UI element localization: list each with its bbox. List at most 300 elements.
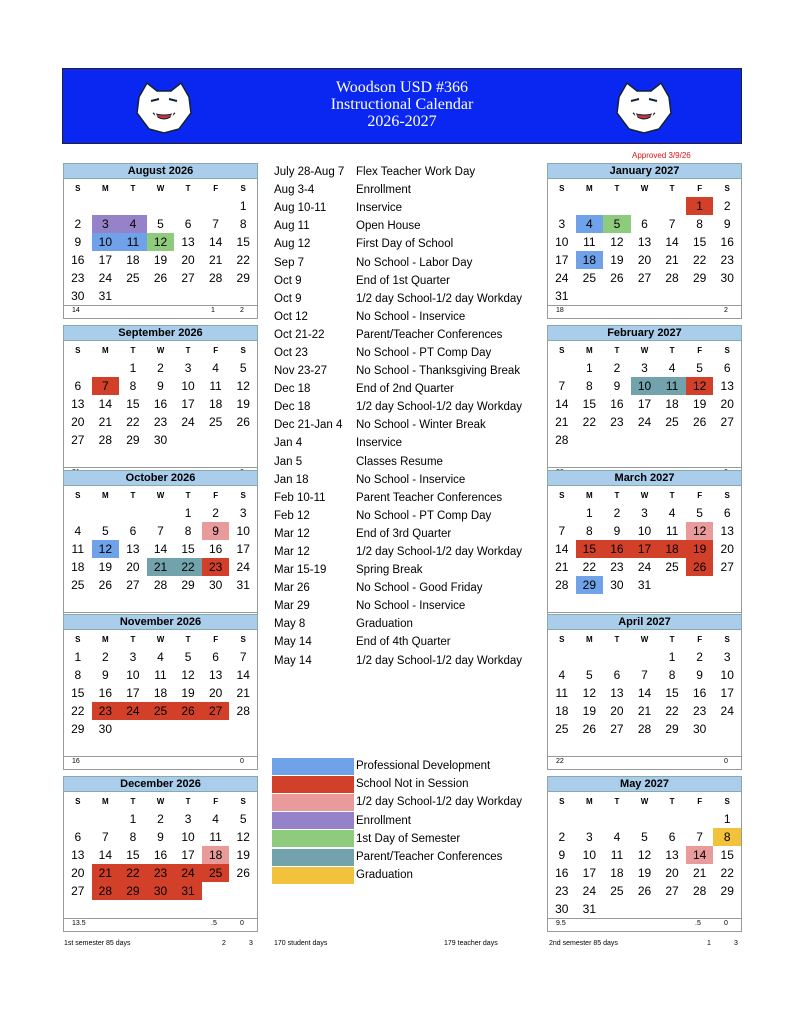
day-cell: 12: [610, 235, 624, 249]
day-cell: 12: [92, 540, 120, 558]
semester1-count-a: 2: [222, 940, 226, 947]
day-cell: 13: [610, 686, 624, 700]
day-cell: 18: [665, 397, 679, 411]
day-cell: 26: [236, 415, 250, 429]
day-cell: 30: [692, 722, 707, 736]
event-description: No School - PT Comp Day: [356, 346, 492, 359]
weekday-label: W: [156, 183, 165, 193]
weekday-label: M: [102, 634, 109, 644]
day-cell: 28: [208, 271, 223, 285]
month-total: 22: [556, 758, 564, 765]
day-cell: 16: [555, 866, 569, 880]
day-cell: [686, 576, 714, 594]
day-cell: 27: [126, 578, 140, 592]
event-description: No School - Inservice: [356, 310, 466, 323]
day-cell: 15: [126, 397, 140, 411]
day-cell: [713, 287, 741, 305]
day-cell: 12: [236, 830, 250, 844]
day-cell: [202, 287, 230, 305]
day-cell: 27: [71, 884, 85, 898]
day-cell: 19: [582, 704, 597, 718]
day-cell: 12: [582, 686, 597, 700]
day-cell: 27: [720, 415, 734, 429]
event-description: Enrollment: [356, 184, 411, 197]
day-cell: 13: [665, 848, 679, 862]
day-cell: 7: [92, 377, 120, 395]
event-date: Oct 9: [274, 292, 302, 305]
day-cell: 5: [696, 361, 703, 375]
day-cell: 20: [181, 253, 195, 267]
day-cell: 7: [239, 650, 247, 664]
weekday-header: [64, 179, 257, 197]
day-cell: [119, 287, 147, 305]
day-cell: 23: [610, 560, 624, 574]
day-cell: 21: [92, 864, 120, 882]
weekday-label: T: [130, 345, 136, 355]
day-cell: 4: [576, 215, 604, 233]
day-cell: 23: [610, 415, 624, 429]
day-cell: 22: [582, 415, 597, 429]
weekday-label: W: [640, 796, 649, 806]
day-grid: [64, 197, 257, 305]
day-cell: 28: [555, 433, 569, 447]
event-row: [274, 344, 544, 362]
day-cell: 13: [637, 235, 652, 249]
calendar-header: [62, 68, 742, 144]
teacher-days-total: 179 teacher days: [444, 940, 498, 947]
day-cell: 21: [98, 415, 113, 429]
event-date: Aug 10-11: [274, 202, 327, 215]
day-cell: [631, 287, 659, 305]
day-cell: [576, 431, 604, 449]
day-cell: 7: [668, 217, 676, 231]
day-cell: 3: [641, 506, 648, 520]
day-cell: 17: [98, 253, 113, 267]
day-cell: 22: [174, 558, 202, 576]
day-cell: 25: [610, 884, 624, 898]
month-total: 1: [211, 307, 215, 314]
day-cell: 17: [126, 686, 140, 700]
event-date: May 8: [274, 618, 306, 631]
month-title: January 2027: [547, 163, 742, 179]
day-cell: 11: [610, 848, 624, 862]
month-day-totals: [64, 918, 257, 931]
day-cell: [202, 197, 230, 215]
day-cell: 11: [583, 235, 596, 249]
month-day-totals: [548, 918, 741, 931]
day-cell: [631, 810, 659, 828]
wildcat-logo-icon: [613, 77, 675, 135]
day-cell: 16: [153, 848, 168, 862]
day-cell: 3: [184, 361, 192, 375]
event-description: No School - Thanksgiving Break: [356, 365, 521, 378]
event-row: [274, 290, 544, 308]
day-cell: 24: [637, 415, 652, 429]
month-calendar-november: [63, 614, 258, 770]
weekday-label: T: [614, 634, 620, 644]
day-cell: 7: [212, 217, 219, 231]
day-cell: 14: [665, 235, 679, 249]
day-cell: 13: [720, 379, 734, 393]
day-cell: 26: [174, 702, 202, 720]
day-cell: 30: [720, 271, 734, 285]
day-cell: 7: [558, 379, 566, 393]
day-cell: [174, 431, 202, 449]
weekday-header: [548, 341, 741, 359]
month-body: [547, 179, 742, 319]
day-cell: 17: [720, 686, 734, 700]
day-cell: 20: [71, 866, 85, 880]
day-cell: 24: [174, 864, 202, 882]
event-description: No School - PT Comp Day: [356, 509, 492, 522]
day-cell: 19: [637, 866, 652, 880]
event-row: [274, 217, 544, 235]
day-cell: 10: [637, 524, 652, 538]
weekday-label: S: [240, 183, 246, 193]
legend-swatch: [272, 849, 354, 866]
day-cell: 12: [236, 379, 250, 393]
month-total: 2: [240, 307, 244, 314]
month-calendar-march: [547, 470, 742, 626]
day-cell: 31: [236, 578, 250, 592]
day-cell: [658, 810, 686, 828]
month-total: .5: [695, 920, 701, 927]
weekday-label: F: [213, 183, 219, 193]
day-cell: 31: [174, 882, 202, 900]
weekday-label: W: [156, 345, 165, 355]
event-description: Flex Teacher Work Day: [356, 166, 476, 179]
day-cell: 14: [686, 846, 714, 864]
weekday-label: M: [586, 796, 593, 806]
event-row: [274, 434, 544, 452]
weekday-label: W: [156, 634, 165, 644]
event-description: End of 1st Quarter: [356, 274, 450, 287]
day-cell: 11: [665, 524, 679, 538]
day-cell: 20: [637, 253, 652, 267]
weekday-header: [64, 630, 257, 648]
day-cell: 29: [576, 576, 604, 594]
weekday-label: S: [75, 183, 81, 193]
day-cell: 27: [181, 271, 195, 285]
day-cell: 10: [126, 668, 140, 682]
day-cell: 3: [129, 650, 137, 664]
weekday-header: [64, 792, 257, 810]
event-date: Jan 5: [274, 455, 303, 468]
day-cell: [548, 197, 576, 215]
day-cell: 30: [208, 578, 223, 592]
day-cell: 3: [92, 215, 120, 233]
event-description: End of 4th Quarter: [356, 636, 451, 649]
day-cell: 26: [692, 415, 707, 429]
day-cell: 29: [119, 882, 147, 900]
weekday-header: [64, 341, 257, 359]
event-date: Mar 12: [274, 527, 310, 540]
legend-swatch: [272, 867, 354, 884]
day-cell: 29: [236, 271, 250, 285]
day-cell: 26: [610, 271, 624, 285]
month-total: 14: [72, 307, 80, 314]
day-cell: 21: [555, 415, 569, 429]
weekday-label: S: [559, 183, 565, 193]
day-cell: 10: [631, 377, 659, 395]
day-cell: 7: [102, 830, 109, 844]
event-row: [274, 308, 544, 326]
day-cell: 6: [129, 524, 137, 538]
semester1-count-b: 3: [249, 940, 253, 947]
day-cell: [174, 197, 202, 215]
day-cell: 8: [586, 379, 593, 393]
day-cell: 11: [209, 379, 222, 393]
month-total: 16: [72, 758, 80, 765]
legend-item: [272, 848, 522, 866]
day-cell: 4: [212, 812, 219, 826]
day-cell: [603, 648, 631, 666]
day-cell: 22: [692, 253, 707, 267]
event-row: [274, 453, 544, 471]
month-day-totals: [548, 756, 741, 769]
day-cell: 6: [74, 830, 82, 844]
event-row: [274, 181, 544, 199]
day-cell: 9: [102, 668, 109, 682]
event-description: 1/2 day School-1/2 day Workday: [356, 546, 522, 559]
day-cell: [229, 431, 257, 449]
event-date: Dec 21-Jan 4: [274, 419, 343, 432]
weekday-label: S: [724, 634, 730, 644]
event-description: Inservice: [356, 437, 403, 450]
day-cell: 6: [74, 379, 82, 393]
weekday-label: S: [559, 345, 565, 355]
day-cell: 5: [603, 215, 631, 233]
day-cell: [64, 197, 92, 215]
day-cell: 25: [555, 722, 569, 736]
day-cell: 18: [208, 397, 223, 411]
semester2-count-b: 3: [734, 940, 738, 947]
calendar-title: Instructional Calendar: [330, 96, 474, 113]
day-cell: 29: [665, 722, 679, 736]
district-name: Woodson USD #366: [335, 79, 469, 96]
weekday-label: S: [240, 634, 246, 644]
weekday-label: F: [213, 634, 219, 644]
day-cell: 28: [98, 433, 113, 447]
weekday-label: F: [697, 634, 703, 644]
day-cell: [147, 287, 175, 305]
day-cell: 14: [98, 397, 113, 411]
day-cell: [686, 431, 714, 449]
day-cell: 13: [126, 542, 140, 556]
day-cell: 31: [98, 289, 113, 303]
day-cell: [202, 882, 230, 900]
weekday-label: S: [559, 796, 565, 806]
weekday-label: S: [724, 490, 730, 500]
day-cell: 4: [558, 668, 566, 682]
day-cell: 31: [555, 289, 569, 303]
day-cell: 22: [582, 560, 597, 574]
day-cell: 26: [236, 866, 250, 880]
day-cell: 16: [153, 397, 168, 411]
month-body: [63, 792, 258, 932]
day-cell: 13: [71, 848, 85, 862]
day-cell: 2: [613, 506, 621, 520]
month-total: 0: [240, 758, 244, 765]
day-cell: 31: [582, 902, 597, 916]
day-cell: 27: [637, 271, 652, 285]
day-grid: [548, 359, 741, 467]
day-cell: 4: [119, 215, 147, 233]
approval-note: Approved 3/9/26: [632, 151, 691, 160]
day-cell: 1: [129, 361, 137, 375]
day-cell: 9: [157, 379, 164, 393]
day-cell: 20: [208, 686, 223, 700]
month-total: 0: [724, 758, 728, 765]
day-cell: 9: [558, 848, 566, 862]
event-row: [274, 507, 544, 525]
weekday-label: T: [669, 634, 675, 644]
month-calendar-april: [547, 614, 742, 770]
month-title: February 2027: [547, 325, 742, 341]
weekday-label: T: [185, 183, 191, 193]
day-cell: 2: [613, 361, 621, 375]
month-calendar-october: [63, 470, 258, 626]
day-cell: 30: [71, 289, 85, 303]
day-cell: 25: [582, 271, 597, 285]
day-cell: [713, 576, 741, 594]
day-cell: [713, 720, 741, 738]
month-title: December 2026: [63, 776, 258, 792]
day-cell: 9: [723, 217, 731, 231]
day-cell: 24: [119, 702, 147, 720]
day-cell: 8: [184, 524, 192, 538]
day-cell: 4: [668, 506, 676, 520]
day-cell: 15: [181, 542, 195, 556]
event-date: Nov 23-27: [274, 365, 328, 378]
day-cell: [686, 900, 714, 918]
day-cell: 15: [576, 540, 604, 558]
day-cell: 2: [102, 650, 109, 664]
weekday-label: T: [130, 796, 136, 806]
legend-label: Parent/Teacher Conferences: [356, 851, 503, 864]
day-cell: [658, 431, 686, 449]
event-row: [274, 652, 544, 670]
day-cell: 18: [576, 251, 604, 269]
day-cell: 23: [92, 702, 120, 720]
legend-item: [272, 793, 522, 811]
day-cell: 20: [720, 542, 734, 556]
day-cell: 12: [147, 233, 175, 251]
day-cell: 30: [153, 433, 168, 447]
month-title: May 2027: [547, 776, 742, 792]
day-cell: 29: [720, 884, 734, 898]
weekday-label: T: [669, 183, 675, 193]
day-cell: 27: [665, 884, 679, 898]
day-cell: 24: [582, 884, 597, 898]
day-cell: 22: [665, 704, 679, 718]
month-body: [547, 792, 742, 932]
legend-swatch: [272, 830, 354, 847]
event-date: Aug 11: [274, 220, 310, 233]
weekday-label: T: [614, 796, 620, 806]
day-cell: [658, 576, 686, 594]
day-cell: 9: [696, 668, 703, 682]
day-cell: 19: [686, 540, 714, 558]
day-cell: 3: [239, 506, 247, 520]
weekday-label: M: [102, 183, 109, 193]
day-cell: 25: [208, 415, 223, 429]
day-cell: [147, 504, 175, 522]
day-grid: [64, 359, 257, 467]
event-description: Parent Teacher Conferences: [356, 491, 503, 504]
day-cell: 12: [181, 668, 195, 682]
day-cell: 1: [723, 812, 731, 826]
month-total: 2: [724, 307, 728, 314]
legend-label: 1/2 day School-1/2 day Workday: [356, 796, 522, 809]
day-cell: [229, 882, 257, 900]
day-cell: 18: [126, 253, 140, 267]
weekday-label: S: [724, 183, 730, 193]
event-date: Sep 7: [274, 256, 305, 269]
day-cell: 6: [184, 217, 192, 231]
day-cell: 26: [98, 578, 113, 592]
day-cell: [147, 197, 175, 215]
day-cell: 11: [71, 542, 85, 556]
event-row: [274, 633, 544, 651]
day-cell: 19: [181, 686, 195, 700]
event-row: [274, 326, 544, 344]
day-cell: 3: [558, 217, 566, 231]
month-body: [63, 179, 258, 319]
day-cell: 1: [74, 650, 82, 664]
day-cell: [576, 810, 604, 828]
day-cell: 21: [637, 704, 652, 718]
weekday-label: F: [697, 796, 703, 806]
day-cell: 29: [71, 722, 85, 736]
event-row: [274, 253, 544, 271]
day-cell: 29: [181, 578, 195, 592]
month-body: [547, 630, 742, 770]
day-cell: 15: [126, 848, 140, 862]
day-cell: 20: [610, 704, 624, 718]
event-description: No School - Good Friday: [356, 582, 483, 595]
event-date: Feb 12: [274, 509, 310, 522]
day-cell: [658, 900, 686, 918]
weekday-label: T: [130, 183, 136, 193]
day-cell: 7: [558, 524, 566, 538]
day-cell: 29: [126, 433, 140, 447]
day-cell: 9: [613, 379, 621, 393]
day-cell: 21: [236, 686, 250, 700]
day-grid: [548, 648, 741, 756]
event-date: July 28-Aug 7: [274, 166, 345, 179]
event-description: 1/2 day School-1/2 day Workday: [356, 401, 522, 414]
day-cell: 28: [92, 882, 120, 900]
school-year: 2026-2027: [367, 113, 437, 130]
day-cell: [119, 197, 147, 215]
event-row: [274, 416, 544, 434]
day-cell: 5: [102, 524, 109, 538]
day-cell: [92, 810, 120, 828]
day-cell: 10: [236, 524, 250, 538]
month-calendar-december: [63, 776, 258, 932]
weekday-label: S: [240, 490, 246, 500]
day-cell: 14: [555, 542, 569, 556]
legend-item: [272, 812, 522, 830]
day-cell: [631, 648, 659, 666]
month-calendar-september: [63, 325, 258, 481]
day-cell: 2: [157, 812, 164, 826]
day-cell: 3: [641, 361, 648, 375]
day-cell: 14: [153, 542, 168, 556]
day-cell: 10: [582, 848, 597, 862]
month-day-totals: [548, 305, 741, 318]
